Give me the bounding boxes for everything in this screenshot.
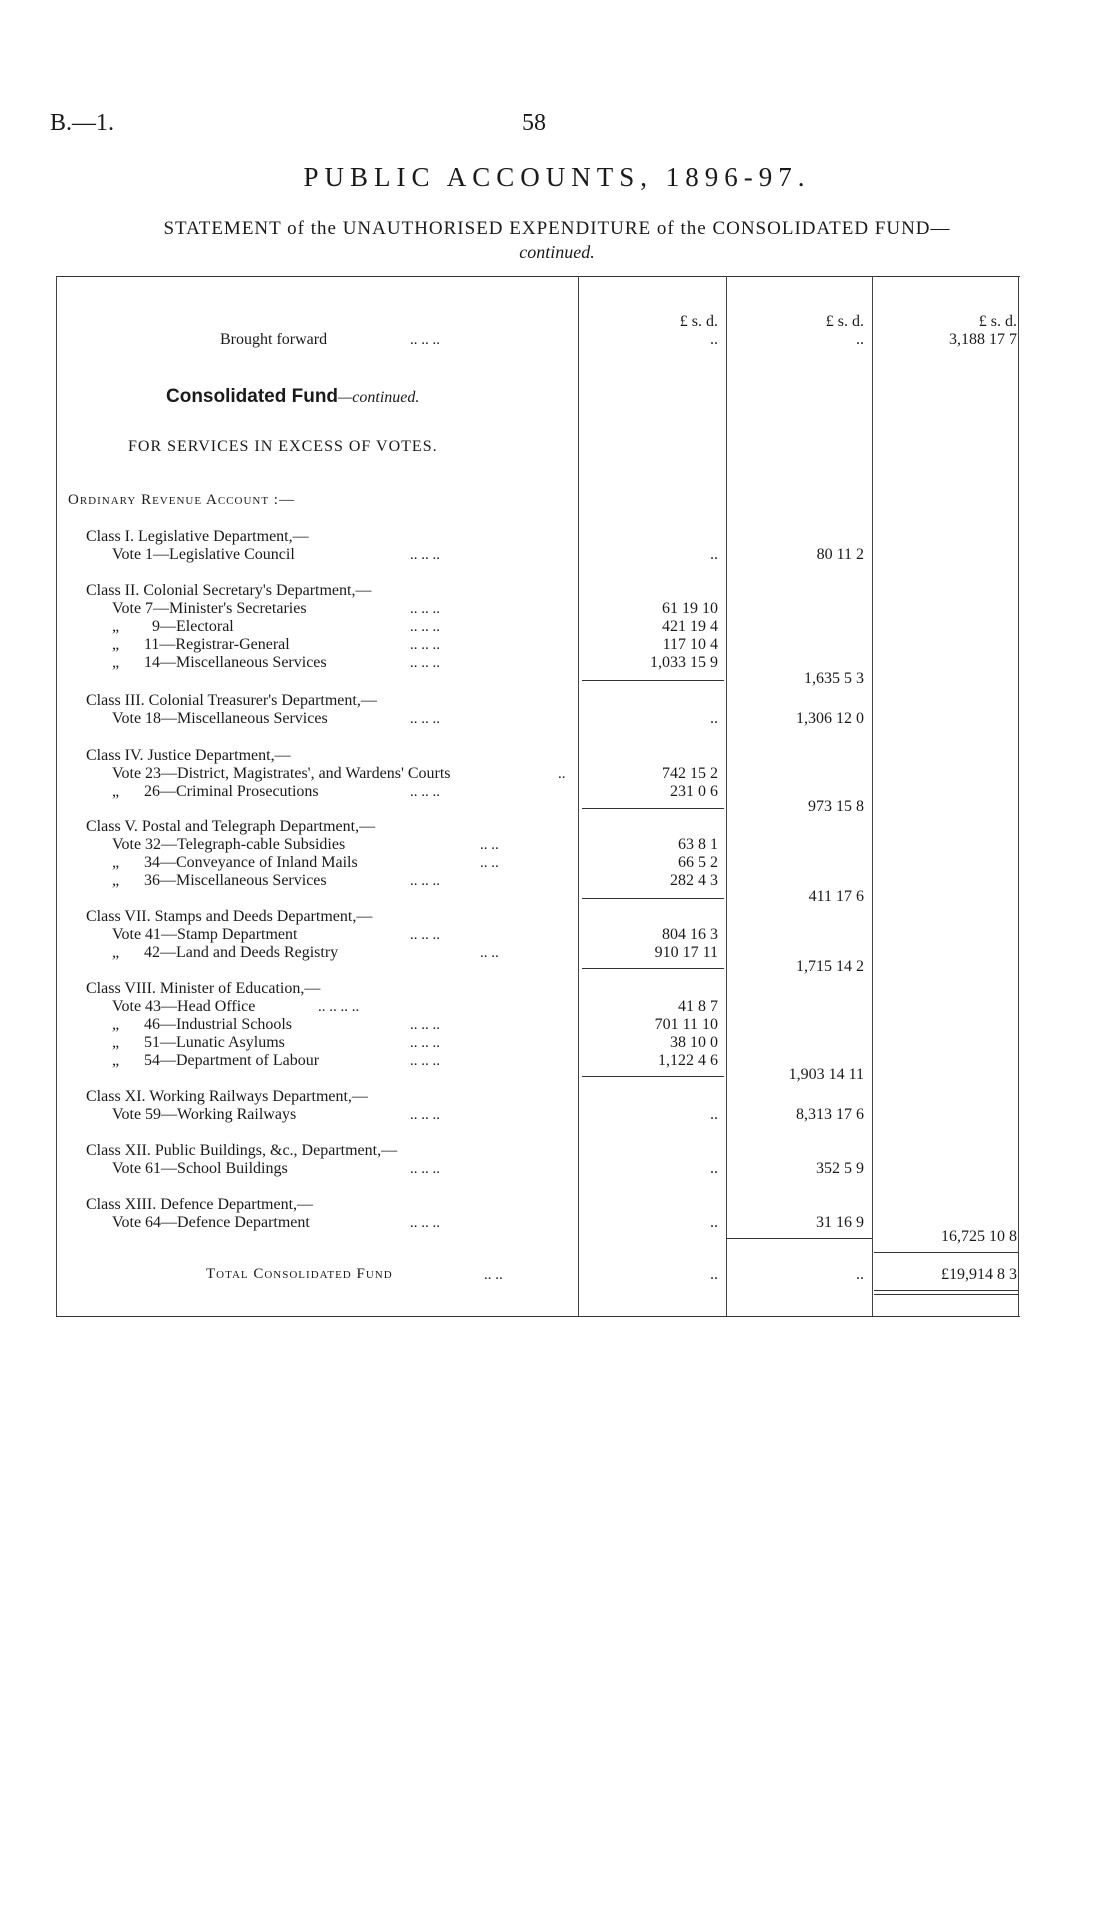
subtotal-rule bbox=[726, 1238, 872, 1239]
class-7-vote-1-amount: 804 16 3 bbox=[662, 926, 718, 943]
class-4-vote-2-label: 26—Criminal Prosecutions bbox=[144, 783, 319, 800]
section-heading-text: Consolidated Fund bbox=[166, 386, 339, 407]
leader-dots: .. .. .. .. bbox=[318, 999, 360, 1015]
class-4-vote-1-amount: 742 15 2 bbox=[662, 765, 718, 782]
ditto-mark: „ bbox=[112, 872, 120, 889]
class-5-title: Class V. Postal and Telegraph Department,— bbox=[86, 818, 376, 835]
leader-dots: .. .. .. bbox=[410, 1053, 440, 1069]
class-8-vote-2-amount: 701 11 10 bbox=[654, 1016, 718, 1033]
class-8-vote-1-amount: 41 8 7 bbox=[678, 998, 718, 1015]
class-7-title: Class VII. Stamps and Deeds Department,— bbox=[86, 908, 373, 925]
double-rule-bottom bbox=[874, 1294, 1018, 1295]
section-heading bbox=[166, 386, 419, 408]
class-4-subtotal: 973 15 8 bbox=[808, 798, 864, 815]
services-total: 16,725 10 8 bbox=[941, 1228, 1017, 1245]
class-5-vote-1-amount: 63 8 1 bbox=[678, 836, 718, 853]
leader-dots: .. .. .. bbox=[410, 873, 440, 889]
table-bottom-rule bbox=[56, 1316, 1020, 1317]
ditto-mark: „ bbox=[112, 654, 120, 671]
class-12-subtotal: 352 5 9 bbox=[816, 1160, 864, 1177]
class-5-vote-2-amount: 66 5 2 bbox=[678, 854, 718, 871]
leader-dots: .. .. bbox=[480, 945, 499, 961]
class-5-vote-1-label: Vote 32—Telegraph-cable Subsidies bbox=[112, 836, 346, 853]
statement-subtitle: STATEMENT of the UNAUTHORISED EXPENDITURE of the CONSOLIDATED FUND— bbox=[163, 218, 951, 239]
brought-forward-label: Brought forward bbox=[220, 331, 328, 348]
leader-dots: .. .. .. bbox=[410, 1215, 440, 1231]
leader-dots: .. .. bbox=[480, 855, 499, 871]
subtotal-rule bbox=[582, 968, 724, 969]
class-8-vote-4-label: 54—Department of Labour bbox=[144, 1052, 320, 1069]
table-left-rule bbox=[56, 276, 57, 1316]
class-5-vote-3-label: 36—Miscellaneous Services bbox=[144, 872, 327, 889]
class-13-vote-1-label: Vote 64—Defence Department bbox=[112, 1214, 310, 1231]
column-2-header: £ s. d. bbox=[825, 313, 864, 330]
class-7-vote-2-label: 42—Land and Deeds Registry bbox=[144, 944, 339, 961]
class-11-subtotal: 8,313 17 6 bbox=[796, 1106, 864, 1123]
double-rule-top bbox=[874, 1290, 1018, 1291]
total-label: Total Consolidated Fund bbox=[206, 1266, 393, 1282]
class-8-vote-1-label: Vote 43—Head Office bbox=[112, 998, 256, 1015]
leader-dots: .. .. .. bbox=[410, 637, 440, 653]
column-1-header: £ s. d. bbox=[679, 313, 718, 330]
ditto-mark: „ bbox=[112, 1016, 120, 1033]
subtotal-rule bbox=[582, 1076, 724, 1077]
class-13-vote-1-amount: .. bbox=[710, 1214, 718, 1231]
leader-dots: .. .. .. bbox=[410, 332, 440, 348]
page-number: 58 bbox=[522, 110, 546, 136]
leader-dots: .. bbox=[558, 766, 566, 782]
class-12-vote-1-amount: .. bbox=[710, 1160, 718, 1177]
class-8-vote-4-amount: 1,122 4 6 bbox=[658, 1052, 718, 1069]
subtotal-rule bbox=[582, 680, 724, 681]
class-3-vote-1-amount: .. bbox=[710, 710, 718, 727]
class-2-title: Class II. Colonial Secretary's Department,— bbox=[86, 582, 372, 599]
subtotal-rule bbox=[582, 898, 724, 899]
class-1-title: Class I. Legislative Department,— bbox=[86, 528, 309, 545]
total-col2: .. bbox=[856, 1266, 864, 1283]
total-col1: .. bbox=[710, 1266, 718, 1283]
class-12-title: Class XII. Public Buildings, &c., Department,— bbox=[86, 1142, 398, 1159]
page-title: PUBLIC ACCOUNTS, 1896-97. bbox=[303, 162, 811, 192]
section-heading-cont: —continued. bbox=[338, 389, 420, 406]
class-2-vote-3-label: 11—Registrar-General bbox=[144, 636, 290, 653]
class-13-title: Class XIII. Defence Department,— bbox=[86, 1196, 314, 1213]
class-2-vote-3-amount: 117 10 4 bbox=[662, 636, 718, 653]
class-11-vote-1-label: Vote 59—Working Railways bbox=[112, 1106, 297, 1123]
leader-dots: .. .. .. bbox=[410, 1017, 440, 1033]
leader-dots: .. .. .. bbox=[410, 1161, 440, 1177]
leader-dots: .. .. .. bbox=[410, 619, 440, 635]
leader-dots: .. .. .. bbox=[410, 601, 440, 617]
class-1-vote-1-amount: .. bbox=[710, 546, 718, 563]
leader-dots: .. .. .. bbox=[410, 711, 440, 727]
leader-dots: .. .. .. bbox=[410, 784, 440, 800]
class-7-vote-2-amount: 910 17 11 bbox=[654, 944, 718, 961]
table-right-rule bbox=[1018, 276, 1019, 1316]
ditto-mark: „ bbox=[112, 854, 120, 871]
class-2-vote-1-amount: 61 19 10 bbox=[662, 600, 718, 617]
class-4-vote-1-label: Vote 23—District, Magistrates', and Wardens' Courts bbox=[112, 765, 451, 782]
grand-total: £19,914 8 3 bbox=[941, 1266, 1017, 1283]
class-11-title: Class XI. Working Railways Department,— bbox=[86, 1088, 368, 1105]
class-1-subtotal: 80 11 2 bbox=[816, 546, 864, 563]
class-4-title: Class IV. Justice Department,— bbox=[86, 747, 291, 764]
leader-dots: .. .. .. bbox=[410, 655, 440, 671]
class-2-vote-1-label: Vote 7—Minister's Secretaries bbox=[112, 600, 307, 617]
leader-dots: .. .. bbox=[484, 1267, 503, 1283]
column-divider-3 bbox=[872, 276, 873, 1316]
class-2-vote-2-amount: 421 19 4 bbox=[662, 618, 718, 635]
table-top-rule bbox=[56, 276, 1020, 277]
leader-dots: .. .. .. bbox=[410, 547, 440, 563]
class-1-vote-1-label: Vote 1—Legislative Council bbox=[112, 546, 295, 563]
section-subheading: FOR SERVICES IN EXCESS OF VOTES. bbox=[128, 438, 438, 455]
class-8-vote-3-amount: 38 10 0 bbox=[670, 1034, 718, 1051]
class-8-vote-3-label: 51—Lunatic Asylums bbox=[144, 1034, 285, 1051]
ditto-mark: „ bbox=[112, 783, 120, 800]
class-5-vote-3-amount: 282 4 3 bbox=[670, 872, 718, 889]
column-3-header: £ s. d. bbox=[978, 313, 1017, 330]
ditto-mark: „ bbox=[112, 636, 120, 653]
subtotal-rule bbox=[582, 808, 724, 809]
class-3-subtotal: 1,306 12 0 bbox=[796, 710, 864, 727]
ditto-mark: „ bbox=[112, 618, 120, 635]
class-7-vote-1-label: Vote 41—Stamp Department bbox=[112, 926, 298, 943]
total-rule bbox=[874, 1252, 1018, 1253]
ditto-mark: „ bbox=[112, 1034, 120, 1051]
class-2-subtotal: 1,635 5 3 bbox=[804, 670, 864, 687]
class-2-vote-4-label: 14—Miscellaneous Services bbox=[144, 654, 327, 671]
brought-forward-col3: 3,188 17 7 bbox=[949, 331, 1017, 348]
class-3-title: Class III. Colonial Treasurer's Department,— bbox=[86, 692, 377, 709]
class-7-subtotal: 1,715 14 2 bbox=[796, 958, 864, 975]
class-8-subtotal: 1,903 14 11 bbox=[788, 1066, 864, 1083]
ditto-mark: „ bbox=[112, 944, 120, 961]
class-11-vote-1-amount: .. bbox=[710, 1106, 718, 1123]
account-heading: Ordinary Revenue Account :— bbox=[68, 492, 295, 508]
class-4-vote-2-amount: 231 0 6 bbox=[670, 783, 718, 800]
class-2-vote-4-amount: 1,033 15 9 bbox=[650, 654, 718, 671]
class-3-vote-1-label: Vote 18—Miscellaneous Services bbox=[112, 710, 328, 727]
ditto-mark: „ bbox=[112, 1052, 120, 1069]
class-5-vote-2-label: 34—Conveyance of Inland Mails bbox=[144, 854, 358, 871]
class-8-title: Class VIII. Minister of Education,— bbox=[86, 980, 321, 997]
leader-dots: .. .. bbox=[480, 837, 499, 853]
class-2-vote-2-label: 9—Electoral bbox=[152, 618, 234, 635]
leader-dots: .. .. .. bbox=[410, 927, 440, 943]
class-12-vote-1-label: Vote 61—School Buildings bbox=[112, 1160, 288, 1177]
brought-forward-col1: .. bbox=[710, 331, 718, 348]
document-reference: B.—1. bbox=[50, 110, 115, 136]
class-13-subtotal: 31 16 9 bbox=[816, 1214, 864, 1231]
class-8-vote-2-label: 46—Industrial Schools bbox=[144, 1016, 292, 1033]
leader-dots: .. .. .. bbox=[410, 1107, 440, 1123]
class-5-subtotal: 411 17 6 bbox=[808, 888, 864, 905]
leader-dots: .. .. .. bbox=[410, 1035, 440, 1051]
brought-forward-col2: .. bbox=[856, 331, 864, 348]
statement-subtitle-continued: continued. bbox=[519, 242, 595, 262]
